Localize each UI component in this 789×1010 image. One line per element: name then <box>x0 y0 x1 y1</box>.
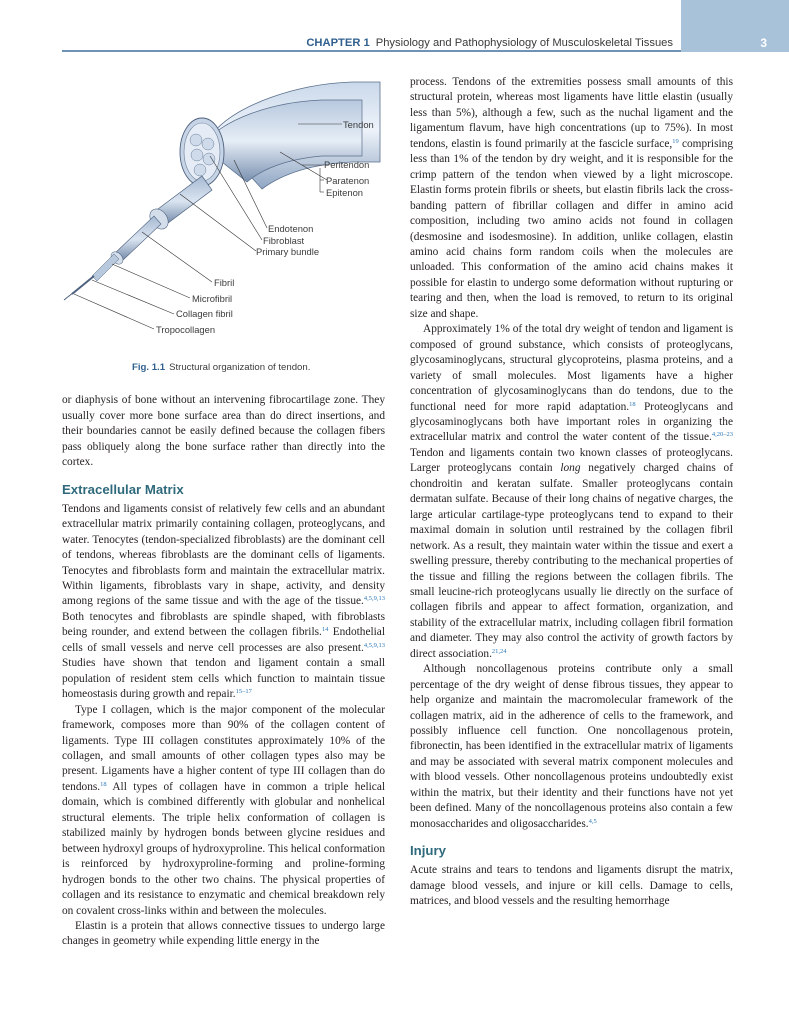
header-text <box>306 37 673 49</box>
citation: 18 <box>100 780 107 788</box>
left-column <box>62 64 385 950</box>
label-paratenon: Paratenon <box>326 175 370 186</box>
label-peritendon: Peritendon <box>324 159 370 170</box>
paragraph-ground-substance: Approximately 1% of the total dry weight of tendon and ligament is composed of ground substance, which consists of proteoglycans, glycosaminoglycans, structural glycoproteins, plasma proteins, and a variety of small molecules. Most ligaments have a higher concentration of glycosaminoglycans than do tendons, due to the functional need for more rapid adaptation.$^{18}$ Proteoglycans and glycosaminoglycans both have important roles in organizing the extracellular matrix and control the water content of the tissue.$^{4,20-23}$ Tendon and ligaments contain two known classes of proteoglycans. Larger proteoglycans contain long negatively charged chains of chondroitin and keratan sulfate. Smaller proteoglycans contain dermatan sulfate. Because of their long chains of negative charges, the large articular cartilage-type proteoglycans tend to expand to their maximal domain in solution until restrained by the collagen fibril network. As a result, they maintain water within the tissue and exert a swelling pressure, thereby contributing to the mechanical properties of the tissue and filling the regions between the collagen fibrils. The small leucine-rich proteoglycans usually lie directly on the surface of collagen fibrils and appear to affect formation, organization, and stability of the extracellular matrix, including collagen fibril formation and diameter. They may also control the activity of growth factors by direct association.$^{21,24}$ <box>410 323 733 660</box>
running-header <box>0 0 789 52</box>
label-collagen-fibril: Collagen fibril <box>176 308 233 319</box>
label-fibril: Fibril <box>214 277 235 288</box>
chapter-label: CHAPTER 1 <box>306 37 370 49</box>
label-primary-bundle: Primary bundle <box>256 246 320 257</box>
chapter-title: Physiology and Pathophysiology of Musculoskeletal Tissues <box>375 37 673 49</box>
label-microfibril: Microfibril <box>192 293 233 304</box>
citation: 15–17 <box>235 688 252 696</box>
citation: 4,5,9,13 <box>363 595 385 603</box>
paragraph-ecm-1: Tendons and ligaments consist of relatively few cells and an abundant extracellular matrix primarily containing collagen, proteoglycans, and water. Tenocytes (tendon-specialized fibroblasts) are the dominant cell of tendons, whereas fibroblasts are the dominant cells of ligaments. Tenocytes and fibroblasts form and maintain the extracellular matrix. Within ligaments, fibroblasts vary in shape, activity, and density among regions of the same tissue and with the age of the tissue.$^{4,5,9,13}$ Both tenocytes and fibroblasts are spindle shaped, with fibroblasts being rounder, and extend between the collagen fibrils.$^{14}$ Endothelial cells of small vessels and nerve cell processes are also present.$^{4,5,9,13}$ Studies have shown that tendon and ligament contain a small population of resident stem cells which function to maintain tissue homeostasis during growth and repair.$^{15-17}$ <box>62 502 385 701</box>
citation: 18 <box>629 400 636 408</box>
citation: 19 <box>672 137 679 145</box>
label-endotenon: Endotenon <box>268 223 314 234</box>
paragraph-injury: Acute strains and tears to tendons and ligaments disrupt the matrix, damage blood vessels, and injure or kill cells. Damage to cells, matrices, and blood vessels and the resulting hemorrhage <box>410 864 733 908</box>
figure-caption <box>62 360 385 375</box>
page-number-tab <box>681 0 789 52</box>
heading-injury: Injury <box>410 843 446 859</box>
label-fibroblast: Fibroblast <box>263 235 305 246</box>
citation: 14 <box>321 626 329 634</box>
heading-extracellular-matrix: Extracellular Matrix <box>62 481 184 497</box>
label-tendon: Tendon <box>343 119 374 130</box>
paragraph-noncollagenous: Although noncollagenous proteins contribute only a small percentage of the dry weight of dense fibrous tissues, they appear to help organize and maintain the macromolecular framework of the collagen matrix, aid in the adherence of cells to the framework, and possibly influence cell function. One noncollagenous protein, fibronectin, has been identified in the extracellular matrix of ligaments and may be associated with several matrix component molecules and with blood vessels. Other noncollagenous proteins undoubtedly exist within the matrix, but their identity and their functions have not yet been defined. Many of the noncollagenous proteins also contain a few monosaccharides and oligosaccharides.$^{4,5}$ <box>410 663 733 830</box>
label-epitenon: Epitenon <box>326 187 364 198</box>
paragraph-ecm-3: Elastin is a protein that allows connective tissues to undergo large changes in geometry while expending little energy in the <box>62 919 385 948</box>
tendon-figure <box>62 64 385 356</box>
citation: 21,24 <box>491 647 507 655</box>
figure-number: Fig. 1.1 <box>132 362 166 373</box>
paragraph-elastin: process. Tendons of the extremities possess small amounts of this structural protein, whereas most ligaments have little elastin (usually less than 5%), although a few, such as the nuchal ligament and the ligamentum flavum, have high concentrations (up to 75%). In most tendons, elastin is found primarily at the fascicle surface,$^{19}$ comprising less than 1% of the tendon by dry weight, and it is responsible for the crimp pattern of the tendon when viewed by a light microscope. Elastin forms protein fibrils or sheets, but elastin fibrils lack the cross-banding pattern of fibrillar collagen and differ in amino acid composition, including two amino acids not found in collagen (desmosine and isodesmosine). In addition, unlike collagen, elastin amino acid chains form random coils when the molecules are unloaded. This conformation of the amino acid chains makes it possible for elastin to undergo some deformation without rupturing or tearing and then, when the load is removed, to return to its original size and shape. <box>410 76 733 320</box>
label-tropocollagen: Tropocollagen <box>156 324 216 335</box>
figure-caption-text: Structural organization of tendon. <box>169 362 311 373</box>
citation: 4,20–23 <box>711 431 733 439</box>
header-rule <box>62 50 681 52</box>
paragraph-ecm-2: Type I collagen, which is the major component of the molecular framework, composes more than 90% of the collagen content of ligaments. Type III collagen constitutes approximately 10% of the collagen, and small amounts of other collagen types also may be present. Ligaments have a higher content of type III collagen than do tendons.$^{18}$ All types of collagen have in common a triple helical domain, which is combined differently with globular and nonhelical structural elements. The triple helix conformation of collagen is stabilized mainly by hydrogen bonds between glycine residues and between hydroxyl groups of hydroxyproline. This helical conformation is reinforced by hydroxyproline-forming and proline-forming hydrogen bonds to the other two chains. The physical properties of collagen and its resistance to enzymatic and chemical breakdown rely on covalent cross-links within and between the molecules. <box>62 703 386 917</box>
citation: 4,5 <box>588 817 597 825</box>
paragraph-continued: or diaphysis of bone without an intervening fibrocartilage zone. They usually cover more bone surface area than do direct insertions, and their boundaries cannot be easily defined because the collagen fibers pass obliquely along the bone surface rather than directly into the cortex. <box>62 394 385 469</box>
page-number: 3 <box>760 36 767 50</box>
right-column <box>410 75 733 910</box>
citation: 4,5,9,13 <box>363 641 385 649</box>
